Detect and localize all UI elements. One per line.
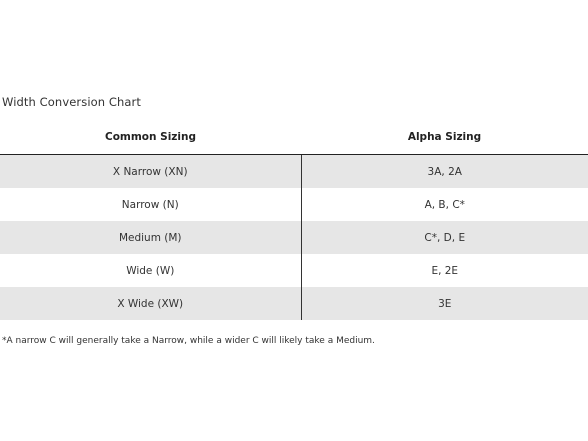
footnote: *A narrow C will generally take a Narrow, while a wider C will likely take a Medium. [2, 336, 375, 346]
common-size-cell: X Narrow (XN) [0, 155, 301, 189]
alpha-size-cell: E, 2E [431, 264, 459, 277]
table-row [0, 155, 588, 189]
alpha-size-cell: C*, D, E [301, 221, 588, 254]
table-row [0, 221, 588, 254]
table-row [0, 188, 588, 221]
common-size-cell: Narrow (N) [0, 188, 301, 221]
table-row [0, 287, 588, 320]
header-alpha-sizing: Alpha Sizing [301, 120, 588, 155]
common-size-cell: X Wide (XW) [0, 287, 301, 320]
alpha-size-cell: A, B, C* [424, 198, 465, 211]
alpha-size-cell: 3E [301, 287, 588, 320]
table-header-row [0, 120, 588, 155]
common-size-cell: Wide (W) [0, 254, 301, 287]
table-row [0, 254, 588, 287]
alpha-size-cell: 3A, 2A [301, 155, 588, 189]
header-common-sizing: Common Sizing [0, 120, 301, 155]
chart-title: Width Conversion Chart [2, 95, 141, 109]
width-conversion-table [0, 120, 588, 320]
common-size-cell: Medium (M) [0, 221, 301, 254]
